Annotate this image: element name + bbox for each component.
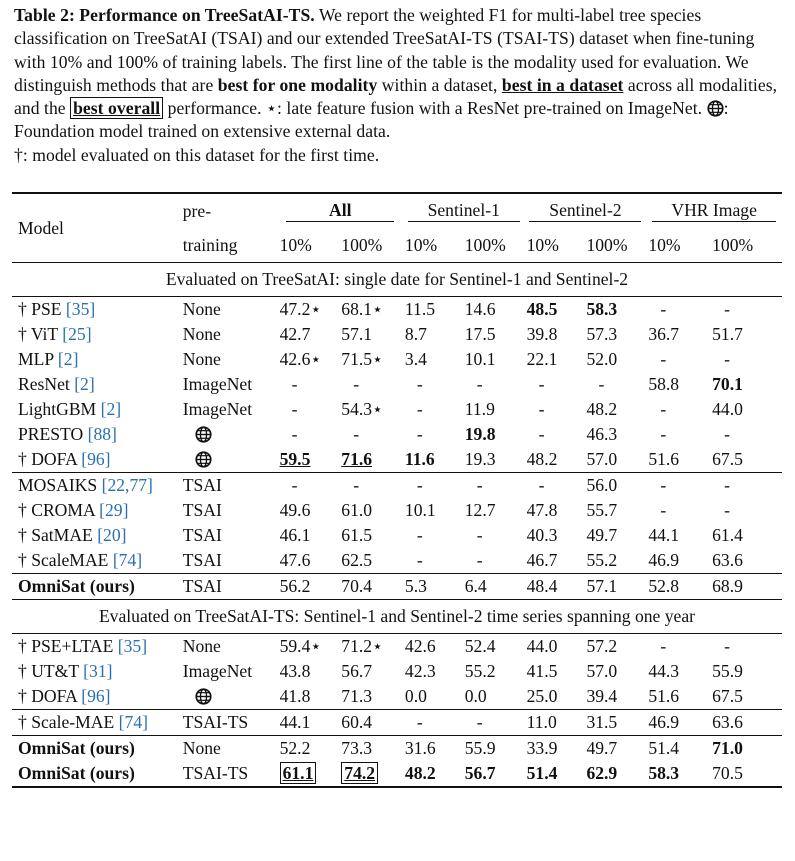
score-cell: - — [724, 636, 730, 656]
score-cell: 68.1⋆ — [341, 299, 384, 319]
table-row — [12, 659, 782, 684]
score-cell: 44.3 — [648, 661, 680, 681]
table-row — [12, 548, 782, 574]
score-cell: 51.4 — [648, 738, 680, 758]
table-row — [12, 574, 782, 600]
score-cell: 36.7 — [648, 324, 680, 344]
model-name: † SatMAE [20] — [18, 525, 127, 545]
score-cell: 58.8 — [648, 374, 680, 394]
pretraining: TSAI — [182, 525, 222, 545]
model-name: † DOFA [96] — [18, 449, 111, 469]
score-cell: - — [353, 424, 360, 444]
table-body — [12, 193, 782, 787]
score-cell: 5.3 — [404, 576, 427, 596]
header-10: 10% — [648, 234, 681, 255]
score-cell: - — [724, 424, 730, 444]
table-row — [12, 498, 782, 523]
score-cell: 55.7 — [586, 500, 618, 520]
score-cell: - — [416, 525, 423, 545]
score-cell: - — [353, 475, 360, 495]
model-name: † ViT [25] — [18, 324, 92, 344]
caption-bold-1: best for one modality — [217, 74, 378, 95]
caption-label: Table 2: Performance on TreeSatAI-TS. — [14, 5, 315, 25]
score-cell: 70.4 — [341, 576, 373, 596]
score-cell: 44.1 — [648, 525, 680, 545]
score-cell: 56.7 — [464, 763, 496, 783]
score-cell: 41.8 — [279, 686, 311, 706]
score-cell: 62.9 — [586, 763, 618, 783]
score-cell: 12.7 — [464, 500, 496, 520]
score-cell: 44.0 — [712, 399, 743, 419]
score-cell: 57.0 — [586, 449, 618, 469]
score-cell: 52.0 — [586, 349, 618, 369]
score-cell: 71.0 — [712, 738, 743, 758]
score-cell: 55.2 — [586, 550, 618, 570]
score-cell: 48.2 — [404, 763, 436, 783]
score-cell: 39.8 — [526, 324, 558, 344]
score-cell: - — [476, 374, 483, 394]
score-cell: - — [538, 399, 545, 419]
score-cell: 63.6 — [712, 550, 743, 570]
pretraining: ImageNet — [182, 399, 253, 419]
header-10: 10% — [404, 234, 438, 255]
score-cell: 44.0 — [526, 636, 558, 656]
model-name: PRESTO [88] — [18, 424, 117, 444]
citation-link[interactable]: [96] — [81, 449, 111, 469]
score-cell: 70.5 — [712, 763, 743, 783]
score-cell: 42.3 — [404, 661, 436, 681]
score-cell: 60.4 — [341, 712, 373, 732]
pretraining: TSAI — [182, 475, 222, 495]
model-name: † PSE [35] — [18, 299, 96, 319]
model-name: OmniSat (ours) — [18, 576, 135, 596]
table-caption — [14, 4, 782, 167]
score-cell: - — [353, 374, 360, 394]
caption-text-5: : Foundation model trained on extensive external data. — [14, 98, 729, 142]
score-cell: 51.6 — [648, 686, 680, 706]
score-cell: - — [416, 712, 423, 732]
score-cell: 42.7 — [279, 324, 311, 344]
score-cell: - — [476, 712, 483, 732]
header-100: 100% — [586, 234, 628, 255]
score-cell: 61.1 — [278, 761, 340, 787]
score-cell: 47.6 — [279, 550, 311, 570]
score-cell: 11.5 — [404, 299, 436, 319]
score-cell: 8.7 — [404, 324, 427, 344]
model-name: ResNet [2] — [18, 374, 95, 394]
pretraining: TSAI — [182, 500, 222, 520]
score-cell: 71.6 — [341, 449, 373, 469]
score-cell: 54.3⋆ — [341, 399, 384, 419]
score-cell: 49.6 — [279, 500, 311, 520]
caption-underline-1: best in a dataset — [501, 74, 624, 95]
globe-icon — [707, 100, 724, 117]
score-cell: - — [291, 399, 298, 419]
caption-boxed-1: best overall — [70, 97, 163, 119]
score-cell: 71.5⋆ — [341, 349, 384, 369]
score-cell: 68.9 — [712, 576, 743, 596]
score-cell: - — [660, 399, 667, 419]
caption-text-4: performance. ⋆: late feature fusion with a ResNet pre-trained on ImageNet. — [163, 98, 707, 119]
score-cell: 10.1 — [464, 349, 496, 369]
score-cell: - — [291, 374, 298, 394]
table-row — [12, 710, 782, 736]
score-cell: 10.1 — [404, 500, 436, 520]
table-row — [12, 447, 782, 473]
header-100: 100% — [712, 234, 754, 255]
score-cell: - — [724, 475, 730, 495]
score-cell: 74.2 — [339, 761, 403, 787]
score-cell: 49.7 — [586, 738, 618, 758]
score-cell: 63.6 — [712, 712, 743, 732]
score-cell: 0.0 — [464, 686, 487, 706]
pretraining: TSAI-TS — [182, 712, 249, 732]
table-row — [12, 347, 782, 372]
header-sentinel-1: Sentinel-1 — [408, 200, 520, 222]
table-row — [12, 372, 782, 397]
score-cell: - — [598, 374, 605, 394]
score-cell: 52.8 — [648, 576, 680, 596]
score-cell: 47.2⋆ — [279, 299, 322, 319]
score-cell: 40.3 — [526, 525, 558, 545]
score-cell: 52.4 — [464, 636, 496, 656]
score-cell: 73.3 — [341, 738, 373, 758]
score-cell: 57.2 — [586, 636, 618, 656]
citation-link[interactable]: [88] — [87, 424, 117, 444]
model-name: † ScaleMAE [74] — [18, 550, 143, 570]
citation-link[interactable]: [74] — [118, 712, 148, 732]
score-cell: 42.6⋆ — [279, 349, 322, 369]
model-name: OmniSat (ours) — [18, 738, 135, 758]
score-cell: - — [416, 550, 423, 570]
score-cell: - — [476, 475, 483, 495]
pretraining: None — [182, 299, 221, 319]
table-row — [12, 684, 782, 710]
score-cell: 43.8 — [279, 661, 311, 681]
score-cell: - — [476, 525, 483, 545]
score-cell: 46.3 — [586, 424, 618, 444]
score-cell: 48.4 — [526, 576, 558, 596]
globe-icon — [195, 451, 212, 468]
header-10: 10% — [279, 234, 312, 255]
score-cell: 42.6 — [404, 636, 436, 656]
table-row — [12, 473, 782, 499]
score-cell: 31.5 — [586, 712, 618, 732]
score-cell: 71.2⋆ — [341, 636, 384, 656]
caption-text-6: †: model evaluated on this dataset for the first time. — [14, 144, 380, 165]
model-name: MOSAIKS [22,77] — [18, 475, 153, 495]
score-cell: 51.6 — [648, 449, 680, 469]
table-row — [12, 397, 782, 422]
table-row — [12, 761, 782, 787]
score-cell: 56.7 — [341, 661, 373, 681]
score-cell: - — [660, 475, 667, 495]
score-cell: 46.9 — [648, 550, 680, 570]
caption-text-3: across all modalities, and the — [14, 74, 778, 119]
score-cell: 51.7 — [712, 324, 743, 344]
score-cell: 48.2 — [586, 399, 618, 419]
score-cell: - — [476, 550, 483, 570]
caption-text-1: We report the weighted F1 for multi-label tree species classification on TreeSatAI (TSAI) and our extended TreeSatAI-TS (TSAI-TS) dataset when fine-tuning with 10% and 100% of training labels. The first line of the table is the modality used for evaluation. We distinguish methods that are — [14, 5, 755, 95]
pretraining: TSAI — [182, 576, 222, 596]
score-cell: 57.1 — [586, 576, 618, 596]
score-cell: - — [660, 299, 667, 319]
score-cell: 31.6 — [404, 738, 436, 758]
score-cell: 57.1 — [341, 324, 373, 344]
score-cell: - — [538, 374, 545, 394]
score-cell: 19.3 — [464, 449, 496, 469]
citation-link[interactable]: [29] — [99, 500, 129, 520]
score-cell: 55.9 — [464, 738, 496, 758]
model-name: OmniSat (ours) — [18, 763, 135, 783]
score-cell: 48.5 — [526, 299, 558, 319]
citation-link[interactable]: [2] — [74, 374, 95, 394]
pretraining: None — [182, 324, 221, 344]
score-cell: - — [660, 636, 667, 656]
score-cell: 25.0 — [526, 686, 558, 706]
score-cell: 11.6 — [404, 449, 435, 469]
section-title: Evaluated on TreeSatAI-TS: Sentinel-1 and Sentinel-2 time series spanning one year — [98, 606, 696, 626]
score-cell: 58.3 — [648, 763, 680, 783]
score-cell: - — [724, 500, 730, 520]
score-cell: 67.5 — [712, 686, 743, 706]
pretraining: ImageNet — [182, 661, 253, 681]
section-title: Evaluated on TreeSatAI: single date for Sentinel-1 and Sentinel-2 — [165, 269, 629, 289]
citation-link[interactable]: [20] — [97, 525, 127, 545]
globe-icon — [195, 426, 212, 443]
pretraining — [181, 422, 278, 447]
score-cell: 33.9 — [526, 738, 558, 758]
citation-link[interactable]: [35] — [65, 299, 96, 319]
score-cell: 39.4 — [586, 686, 618, 706]
globe-icon — [195, 688, 212, 705]
model-name: † PSE+LTAE [35] — [18, 636, 148, 656]
header-100: 100% — [464, 234, 506, 255]
citation-link[interactable]: [2] — [57, 349, 79, 369]
caption-text-2: within a dataset, — [377, 74, 502, 95]
header-pre-2: training — [182, 234, 238, 255]
model-name: † CROMA [29] — [18, 500, 129, 520]
table-row — [12, 422, 782, 447]
score-cell: 14.6 — [464, 299, 496, 319]
header-100: 100% — [341, 234, 383, 255]
pretraining — [181, 684, 278, 710]
score-cell: 41.5 — [526, 661, 558, 681]
score-cell: 17.5 — [464, 324, 496, 344]
header-10: 10% — [526, 234, 559, 255]
section-treesatai — [12, 263, 782, 297]
pretraining: ImageNet — [182, 374, 253, 394]
score-cell: - — [416, 424, 423, 444]
score-cell: 56.2 — [279, 576, 311, 596]
score-cell: 62.5 — [341, 550, 373, 570]
table-row — [12, 736, 782, 762]
table-row — [12, 523, 782, 548]
header-all: All — [286, 200, 394, 222]
score-cell: - — [291, 475, 298, 495]
score-cell: 55.2 — [464, 661, 496, 681]
section-treesatai-ts — [12, 600, 782, 634]
score-cell: - — [724, 299, 730, 319]
results-table — [12, 192, 782, 788]
score-cell: 11.9 — [464, 399, 495, 419]
model-name: MLP [2] — [18, 349, 79, 369]
header-model: Model — [18, 217, 64, 238]
pretraining: TSAI-TS — [182, 763, 249, 783]
score-cell: - — [660, 424, 667, 444]
score-cell: - — [416, 399, 423, 419]
pretraining: None — [182, 738, 221, 758]
score-cell: - — [416, 475, 423, 495]
score-cell: 49.7 — [586, 525, 618, 545]
score-cell: - — [660, 349, 667, 369]
score-cell: 6.4 — [464, 576, 487, 596]
score-cell: 58.3 — [586, 299, 618, 319]
score-cell: 59.4⋆ — [279, 636, 322, 656]
table-row — [12, 297, 782, 323]
score-cell: 57.3 — [586, 324, 618, 344]
score-cell: 61.4 — [712, 525, 743, 545]
score-cell: 46.9 — [648, 712, 680, 732]
citation-link[interactable]: [35] — [117, 636, 148, 656]
score-cell: 61.5 — [341, 525, 373, 545]
score-cell: 52.2 — [279, 738, 311, 758]
pretraining — [181, 447, 278, 473]
score-cell: 19.8 — [464, 424, 496, 444]
header-sentinel-2: Sentinel-2 — [529, 200, 641, 222]
pretraining: None — [182, 349, 221, 369]
score-cell: - — [416, 374, 423, 394]
score-cell: 56.0 — [586, 475, 618, 495]
citation-link[interactable]: [2] — [100, 399, 122, 419]
score-cell: 51.4 — [526, 763, 558, 783]
model-name: † UT&T [31] — [18, 661, 113, 681]
score-cell: 0.0 — [404, 686, 427, 706]
score-cell: 71.3 — [341, 686, 373, 706]
pretraining: TSAI — [182, 550, 222, 570]
score-cell: 57.0 — [586, 661, 618, 681]
model-name: † Scale-MAE [74] — [18, 712, 148, 732]
header-pre-1: pre- — [182, 200, 212, 221]
score-cell: 70.1 — [712, 374, 743, 394]
citation-link[interactable]: [74] — [112, 550, 143, 570]
score-cell: 46.7 — [526, 550, 558, 570]
score-cell: - — [724, 349, 730, 369]
model-name: † DOFA [96] — [18, 686, 111, 706]
pretraining: None — [182, 636, 221, 656]
score-cell: 47.8 — [526, 500, 558, 520]
score-cell: 11.0 — [526, 712, 557, 732]
header-vhr: VHR Image — [652, 200, 776, 222]
score-cell: 48.2 — [526, 449, 558, 469]
score-cell: - — [291, 424, 298, 444]
score-cell: - — [538, 424, 545, 444]
table-row — [12, 634, 782, 660]
citation-link[interactable]: [31] — [83, 661, 113, 681]
citation-link[interactable]: [96] — [81, 686, 111, 706]
score-cell: - — [660, 500, 667, 520]
table-row — [12, 322, 782, 347]
score-cell: 3.4 — [404, 349, 427, 369]
score-cell: 59.5 — [279, 449, 311, 469]
citation-link[interactable]: [22,77] — [101, 475, 153, 495]
score-cell: - — [538, 475, 545, 495]
model-name: LightGBM [2] — [18, 399, 122, 419]
citation-link[interactable]: [25] — [62, 324, 92, 344]
score-cell: 46.1 — [279, 525, 311, 545]
score-cell: 22.1 — [526, 349, 558, 369]
score-cell: 44.1 — [279, 712, 311, 732]
score-cell: 55.9 — [712, 661, 743, 681]
score-cell: 67.5 — [712, 449, 743, 469]
score-cell: 61.0 — [341, 500, 373, 520]
